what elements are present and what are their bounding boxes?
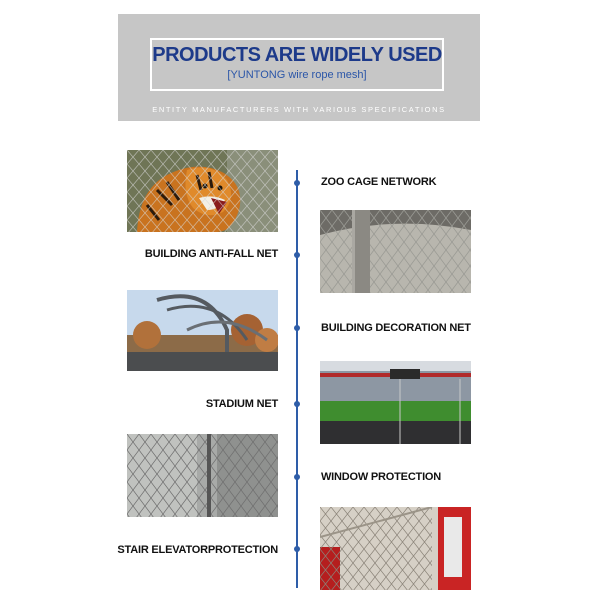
anti-fall-image	[320, 210, 471, 293]
timeline-dot	[294, 180, 300, 186]
page-title: PRODUCTS ARE WIDELY USED	[152, 44, 442, 66]
zoo-cage-image	[127, 150, 278, 232]
page-subtitle: [YUNTONG wire rope mesh]	[227, 69, 367, 81]
label-stair-elevator-protection: STAIR ELEVATORPROTECTION	[117, 544, 278, 556]
anti-fall-photo	[320, 210, 471, 293]
stadium-image	[320, 361, 471, 444]
timeline-line	[296, 170, 298, 588]
timeline-dot	[294, 401, 300, 407]
zoo-cage-photo	[127, 150, 278, 232]
stadium-photo	[320, 361, 471, 444]
label-stadium-net: STADIUM NET	[205, 398, 278, 410]
timeline-dot	[294, 325, 300, 331]
window-protection-photo	[127, 434, 278, 517]
label-building-anti-fall-net: BUILDING ANTI-FALL NET	[144, 248, 278, 260]
label-zoo-cage-network: ZOO CAGE NETWORK	[321, 176, 437, 188]
tagline: ENTITY MANUFACTURERS WITH VARIOUS SPECIFICATIONS	[152, 105, 446, 114]
label-window-protection: WINDOW PROTECTION	[321, 471, 442, 483]
stair-elevator-photo	[320, 507, 471, 590]
decoration-image	[127, 290, 278, 371]
label-building-decoration-net: BUILDING DECORATION NET	[321, 322, 471, 334]
header-banner	[118, 14, 480, 121]
timeline-dot	[294, 474, 300, 480]
decoration-photo	[127, 290, 278, 371]
window-protection-image	[127, 434, 278, 517]
stair-elevator-image	[320, 507, 471, 590]
timeline-dot	[294, 546, 300, 552]
title-frame	[150, 38, 444, 91]
timeline-dot	[294, 252, 300, 258]
